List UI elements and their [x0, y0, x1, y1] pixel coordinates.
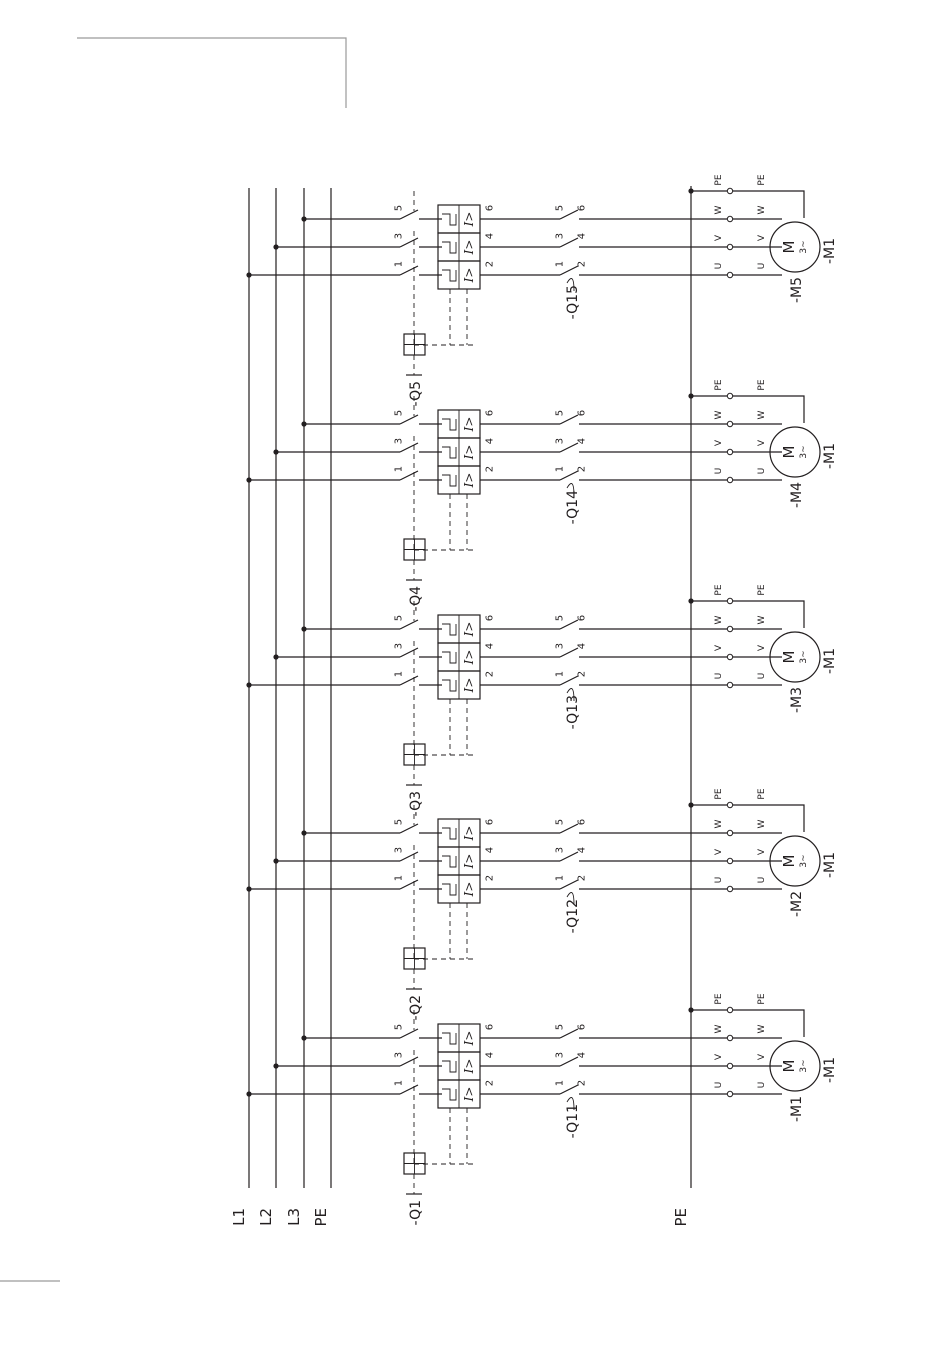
motor-label: -M4	[789, 482, 805, 509]
contact-number: 2	[576, 1079, 588, 1087]
terminal-label: U	[757, 262, 767, 270]
thermal-element	[442, 856, 456, 867]
contact-number: 5	[393, 204, 405, 212]
motor-terminal	[727, 272, 732, 277]
branch-5	[246, 174, 838, 406]
contact-number: 3	[554, 232, 566, 240]
motor-terminal	[727, 654, 732, 659]
motor-symbol-sub: 3~	[799, 240, 809, 254]
terminal-label: PE	[714, 584, 724, 596]
contact-number: 4	[484, 642, 496, 650]
motor-label: -M5	[789, 277, 805, 304]
magnetic-trip-symbol: I>	[462, 621, 476, 637]
contact-number: 3	[393, 437, 405, 445]
breaker-label: -Q4	[408, 586, 424, 612]
terminal-label: V	[714, 439, 724, 447]
breaker-label: -Q5	[408, 381, 424, 407]
contact-number: 4	[576, 1051, 588, 1059]
thermal-element	[442, 475, 456, 486]
magnetic-trip-symbol: I>	[462, 1058, 476, 1074]
terminal-label: PE	[714, 788, 724, 800]
contact-number: 1	[554, 874, 566, 882]
contact-number: 5	[393, 409, 405, 417]
contact-number: 3	[554, 1051, 566, 1059]
pe-terminal	[727, 188, 732, 193]
breaker-label: -Q3	[408, 791, 424, 817]
contactor-label: -Q11	[565, 1104, 581, 1139]
magnetic-trip-symbol: I>	[462, 677, 476, 693]
breaker-label: -Q2	[408, 995, 424, 1021]
terminal-label: V	[714, 848, 724, 856]
contact-number: 6	[576, 204, 588, 212]
contact-number: 3	[393, 232, 405, 240]
motor-terminal	[727, 244, 732, 249]
terminal-label: W	[757, 615, 767, 625]
breaker-label: -Q1	[408, 1200, 424, 1226]
contact-number: 5	[554, 409, 566, 417]
contact-number: 5	[554, 818, 566, 826]
contact-number: 5	[393, 1023, 405, 1031]
magnetic-trip-symbol: I>	[462, 472, 476, 488]
terminal-label: PE	[757, 584, 767, 596]
magnetic-trip-symbol: I>	[462, 211, 476, 227]
motor-type-label: -M1	[822, 851, 838, 879]
motor-terminal	[727, 477, 732, 482]
branch-3	[246, 584, 838, 816]
magnetic-trip-symbol: I>	[462, 853, 476, 869]
branch-4	[246, 379, 838, 611]
motor-symbol-sub: 3~	[799, 854, 809, 868]
terminal-label: U	[757, 876, 767, 884]
terminal-label: U	[714, 1081, 724, 1089]
contact-number: 2	[576, 874, 588, 882]
motor-label: -M2	[789, 891, 805, 918]
terminal-label: W	[757, 819, 767, 829]
pe-terminal	[727, 393, 732, 398]
contact-number: 6	[576, 818, 588, 826]
thermal-element	[442, 1033, 456, 1044]
terminal-label: V	[714, 1053, 724, 1061]
motor-symbol-sub: 3~	[799, 445, 809, 459]
thermal-element	[442, 1089, 456, 1100]
contact-number: 1	[554, 465, 566, 473]
branch-2	[246, 788, 838, 1020]
contact-number: 2	[484, 1079, 496, 1087]
motor-label: -M1	[789, 1096, 805, 1123]
terminal-label: V	[757, 848, 767, 856]
terminal-label: W	[757, 410, 767, 420]
terminal-label: W	[714, 205, 724, 215]
pe-lead	[733, 601, 804, 628]
contactor-label: -Q14	[565, 490, 581, 525]
magnetic-trip-symbol: I>	[462, 881, 476, 897]
contact-number: 6	[576, 1023, 588, 1031]
terminal-label: W	[714, 819, 724, 829]
contact-number: 1	[554, 260, 566, 268]
motor-type-label: -M1	[822, 647, 838, 675]
terminal-label: PE	[714, 379, 724, 391]
contact-number: 6	[484, 204, 496, 212]
contactor-label: -Q15	[565, 285, 581, 320]
terminal-label: W	[714, 410, 724, 420]
magnetic-trip-symbol: I>	[462, 444, 476, 460]
contact-number: 4	[484, 232, 496, 240]
contact-number: 5	[554, 204, 566, 212]
terminal-label: PE	[757, 788, 767, 800]
motor-terminal	[727, 216, 732, 221]
pe-terminal	[727, 802, 732, 807]
contact-number: 6	[484, 409, 496, 417]
motor-terminal	[727, 830, 732, 835]
motor-symbol-main: M	[780, 1059, 798, 1073]
terminal-label: U	[714, 467, 724, 475]
terminal-label: W	[757, 205, 767, 215]
contact-number: 5	[393, 614, 405, 622]
motor-type-label: -M1	[822, 1056, 838, 1084]
terminal-label: U	[714, 672, 724, 680]
thermal-element	[442, 447, 456, 458]
terminal-label: PE	[714, 174, 724, 186]
pe-lead	[733, 805, 804, 832]
contact-number: 1	[393, 670, 405, 678]
terminal-label: V	[757, 234, 767, 242]
contact-number: 3	[554, 642, 566, 650]
branch-1	[246, 993, 838, 1225]
terminal-label: PE	[714, 993, 724, 1005]
contact-number: 4	[576, 846, 588, 854]
contact-number: 4	[576, 642, 588, 650]
contact-number: 3	[554, 437, 566, 445]
label-l2: L2	[257, 1208, 275, 1226]
motor-label: -M3	[789, 687, 805, 714]
pe-lead	[733, 396, 804, 423]
motor-symbol-sub: 3~	[799, 1059, 809, 1073]
thermal-element	[442, 419, 456, 430]
page-frame-top	[77, 38, 346, 108]
terminal-label: U	[757, 672, 767, 680]
motor-symbol-main: M	[780, 650, 798, 664]
contact-number: 1	[393, 465, 405, 473]
bus-labels	[230, 1208, 690, 1227]
terminal-label: PE	[757, 993, 767, 1005]
terminal-label: U	[714, 262, 724, 270]
contact-number: 4	[576, 232, 588, 240]
motor-terminal	[727, 1063, 732, 1068]
contact-number: 1	[393, 874, 405, 882]
contact-number: 1	[554, 1079, 566, 1087]
contact-number: 2	[576, 465, 588, 473]
contactor-label: -Q13	[565, 695, 581, 730]
contact-number: 5	[393, 818, 405, 826]
motor-terminal	[727, 1035, 732, 1040]
motor-terminal	[727, 449, 732, 454]
motor-terminal	[727, 626, 732, 631]
contact-number: 5	[554, 614, 566, 622]
terminal-label: PE	[757, 379, 767, 391]
contact-number: 2	[576, 260, 588, 268]
contact-number: 4	[484, 1051, 496, 1059]
contact-number: 1	[393, 260, 405, 268]
label-pe-motor: PE	[672, 1208, 690, 1227]
contact-number: 4	[484, 846, 496, 854]
magnetic-trip-symbol: I>	[462, 267, 476, 283]
contact-number: 1	[393, 1079, 405, 1087]
contact-number: 6	[484, 1023, 496, 1031]
pe-lead	[733, 191, 804, 218]
contact-number: 6	[576, 409, 588, 417]
contact-number: 4	[576, 437, 588, 445]
pe-lead	[733, 1010, 804, 1037]
feeder-branches	[246, 174, 838, 1225]
contact-number: 3	[393, 1051, 405, 1059]
terminal-label: W	[757, 1024, 767, 1034]
thermal-element	[442, 884, 456, 895]
thermal-element	[442, 270, 456, 281]
contact-number: 2	[484, 670, 496, 678]
motor-terminal	[727, 421, 732, 426]
motor-symbol-sub: 3~	[799, 650, 809, 664]
contact-number: 3	[393, 846, 405, 854]
label-l1: L1	[230, 1208, 248, 1226]
magnetic-trip-symbol: I>	[462, 1030, 476, 1046]
motor-terminal	[727, 1091, 732, 1096]
thermal-element	[442, 214, 456, 225]
thermal-element	[442, 624, 456, 635]
thermal-element	[442, 652, 456, 663]
terminal-label: V	[757, 1053, 767, 1061]
contact-number: 2	[484, 260, 496, 268]
motor-symbol-main: M	[780, 445, 798, 459]
terminal-label: V	[757, 644, 767, 652]
terminal-label: V	[714, 644, 724, 652]
motor-terminal	[727, 858, 732, 863]
contact-number: 3	[393, 642, 405, 650]
contact-number: 6	[484, 818, 496, 826]
thermal-element	[442, 680, 456, 691]
magnetic-trip-symbol: I>	[462, 825, 476, 841]
pe-terminal	[727, 1007, 732, 1012]
thermal-element	[442, 828, 456, 839]
terminal-label: W	[714, 615, 724, 625]
contact-number: 3	[554, 846, 566, 854]
contact-number: 1	[554, 670, 566, 678]
magnetic-trip-symbol: I>	[462, 1086, 476, 1102]
contact-number: 4	[484, 437, 496, 445]
magnetic-trip-symbol: I>	[462, 649, 476, 665]
terminal-label: U	[714, 876, 724, 884]
label-l3: L3	[285, 1208, 303, 1226]
terminal-label: W	[714, 1024, 724, 1034]
contact-number: 2	[576, 670, 588, 678]
terminal-label: PE	[757, 174, 767, 186]
label-pe: PE	[312, 1208, 330, 1227]
motor-symbol-main: M	[780, 854, 798, 868]
terminal-label: U	[757, 1081, 767, 1089]
thermal-element	[442, 242, 456, 253]
contact-number: 6	[484, 614, 496, 622]
motor-type-label: -M1	[822, 237, 838, 265]
contactor-label: -Q12	[565, 899, 581, 934]
thermal-element	[442, 1061, 456, 1072]
terminal-label: V	[757, 439, 767, 447]
motor-terminal	[727, 682, 732, 687]
contact-number: 2	[484, 874, 496, 882]
contact-number: 5	[554, 1023, 566, 1031]
terminal-label: V	[714, 234, 724, 242]
terminal-label: U	[757, 467, 767, 475]
motor-symbol-main: M	[780, 240, 798, 254]
motor-type-label: -M1	[822, 442, 838, 470]
magnetic-trip-symbol: I>	[462, 416, 476, 432]
pe-terminal	[727, 598, 732, 603]
motor-terminal	[727, 886, 732, 891]
contact-number: 6	[576, 614, 588, 622]
magnetic-trip-symbol: I>	[462, 239, 476, 255]
contact-number: 2	[484, 465, 496, 473]
